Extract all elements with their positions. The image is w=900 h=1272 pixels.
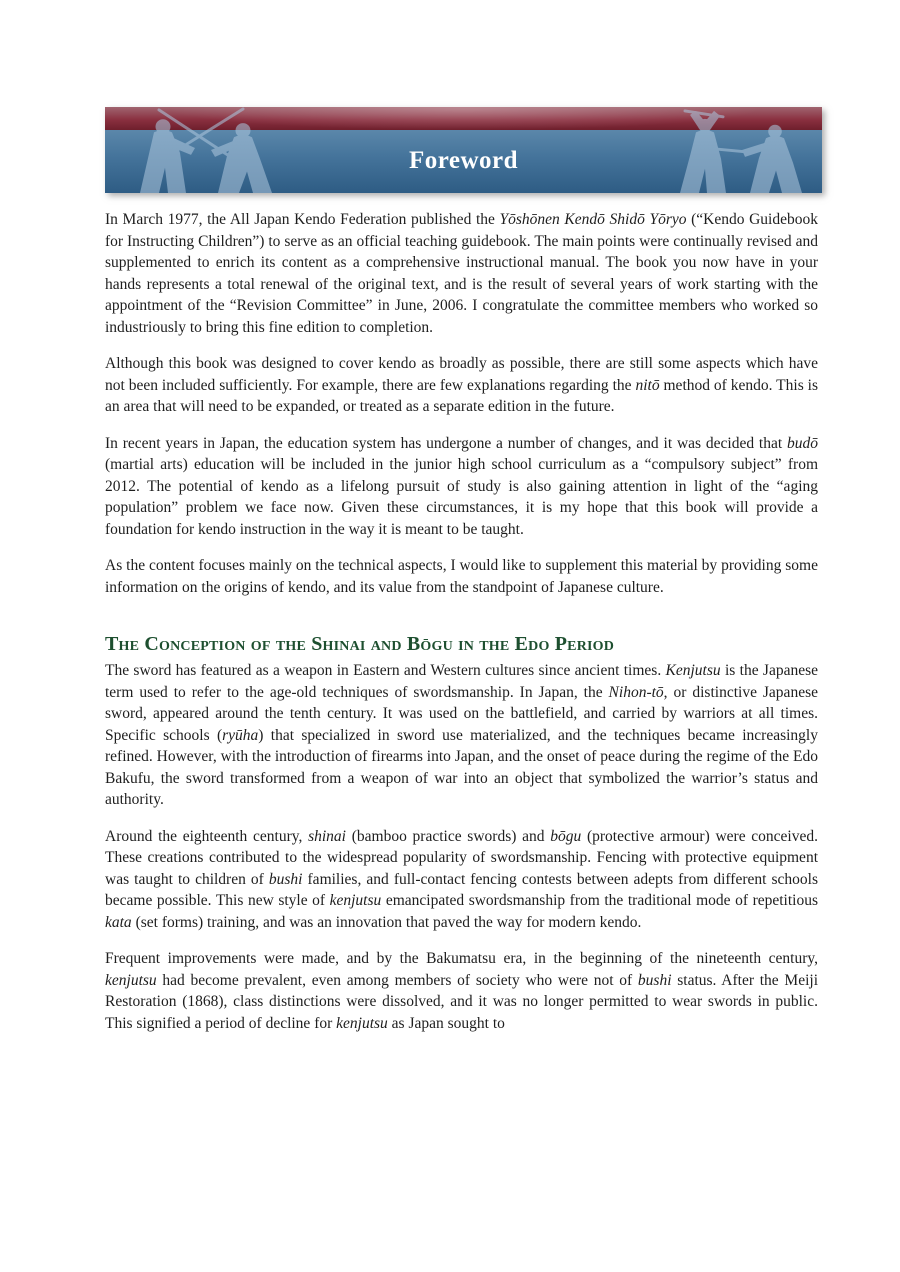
italic-term: nitō [635, 376, 660, 394]
italic-term: Yōshōnen Kendō Shidō Yōryo [499, 211, 687, 228]
page-title: Foreword [408, 147, 519, 174]
italic-term: shinai [308, 827, 346, 845]
paragraph: As the content focuses mainly on the technical aspects, I would like to supplement this material by providing some information on the origins of kendo, and its value from the standpoint of Japanese culture. [105, 557, 818, 596]
italic-term: Kenjutsu [665, 662, 721, 679]
italic-term: Nihon-tō [608, 683, 664, 701]
italic-term: ryūha [222, 726, 259, 744]
italic-term: kenjutsu [105, 971, 157, 989]
paragraph: Frequent improvements were made, and by the Bakumatsu era, in the beginning of the nineteenth century, kenjutsu had become prevalent, even among members of society who were not of bushi status. After the Meiji Restoration (1868), class distinctions were dissolved, and it was no longer permitted to wear swords in public. This signified a period of decline for kenjutsu as Japan sought to [105, 950, 818, 1032]
paragraph: Although this book was designed to cover kendo as broadly as possible, there are still some aspects which have not been included sufficiently. For example, there are few explanations regarding the nitō method of kendo. This is an area that will need to be expanded, or treated as a separate edition in the future. [105, 355, 818, 415]
italic-term: kenjutsu [336, 1014, 388, 1032]
section-heading: The Conception of the Shinai and Bōgu in the Edo Period [105, 633, 615, 655]
paragraph: The sword has featured as a weapon in Eastern and Western cultures since ancient times. Kenjutsu is the Japanese term used to refer to the age-old techniques of swordsmanship. In Japan, the Nihon-tō, or distinctive Japanese sword, appeared around the tenth century. It was used on the battlefield, and carried by warriors at all times. Specific schools (ryūha) that specialized in sword use materialized, and the techniques became increasingly refined. However, with the introduction of firearms into Japan, and the onset of peace during the regime of the Edo Bakufu, the sword transformed from a weapon of war into an object that symbolized the warrior’s status and authority. [105, 662, 819, 808]
italic-term: kata [105, 913, 132, 931]
italic-term: bōgu [550, 827, 582, 845]
italic-term: bushi [637, 971, 672, 989]
paragraph: Around the eighteenth century, shinai (bamboo practice swords) and bōgu (protective armour) were conceived. These creations contributed to the widespread popularity of swordsmanship. Fencing with protective equipment was taught to children of bushi families, and full-contact fencing contests between adepts from different schools became possible. This new style of kenjutsu emancipated swordsmanship from the traditional mode of repetitious kata (set forms) training, and was an innovation that paved the way for modern kendo. [105, 827, 818, 931]
italic-term: bushi [268, 870, 303, 888]
italic-term: kenjutsu [329, 892, 382, 909]
content-area [105, 209, 818, 1049]
paragraph: In March 1977, the All Japan Kendo Federation published the Yōshōnen Kendō Shidō Yōryo (“Kendo Guidebook for Instructing Children”) to serve as an official teaching guidebook. The main points were continually revised and supplemented to enrich its content as a comprehensive instructional manual. The book you now have in your hands represents a total renewal of the original text, and is the result of several years of work starting with the appointment of the “Revision Committee” in June, 2006. I congratulate the committee members who worked so industriously to bring this fine edition to completion. [105, 211, 818, 336]
italic-term: budō [787, 434, 818, 452]
paragraph: In recent years in Japan, the education system has undergone a number of changes, and it was decided that budō (martial arts) education will be included in the junior high school curriculum as a “compulsory subject” from 2012. The potential of kendo as a lifelong pursuit of study is also gaining attention in light of the “aging population” problem we face now. Given these circumstances, it is my hope that this book will provide a foundation for kendo instruction in the way it is meant to be taught. [105, 434, 818, 538]
foreword-banner [105, 107, 822, 193]
